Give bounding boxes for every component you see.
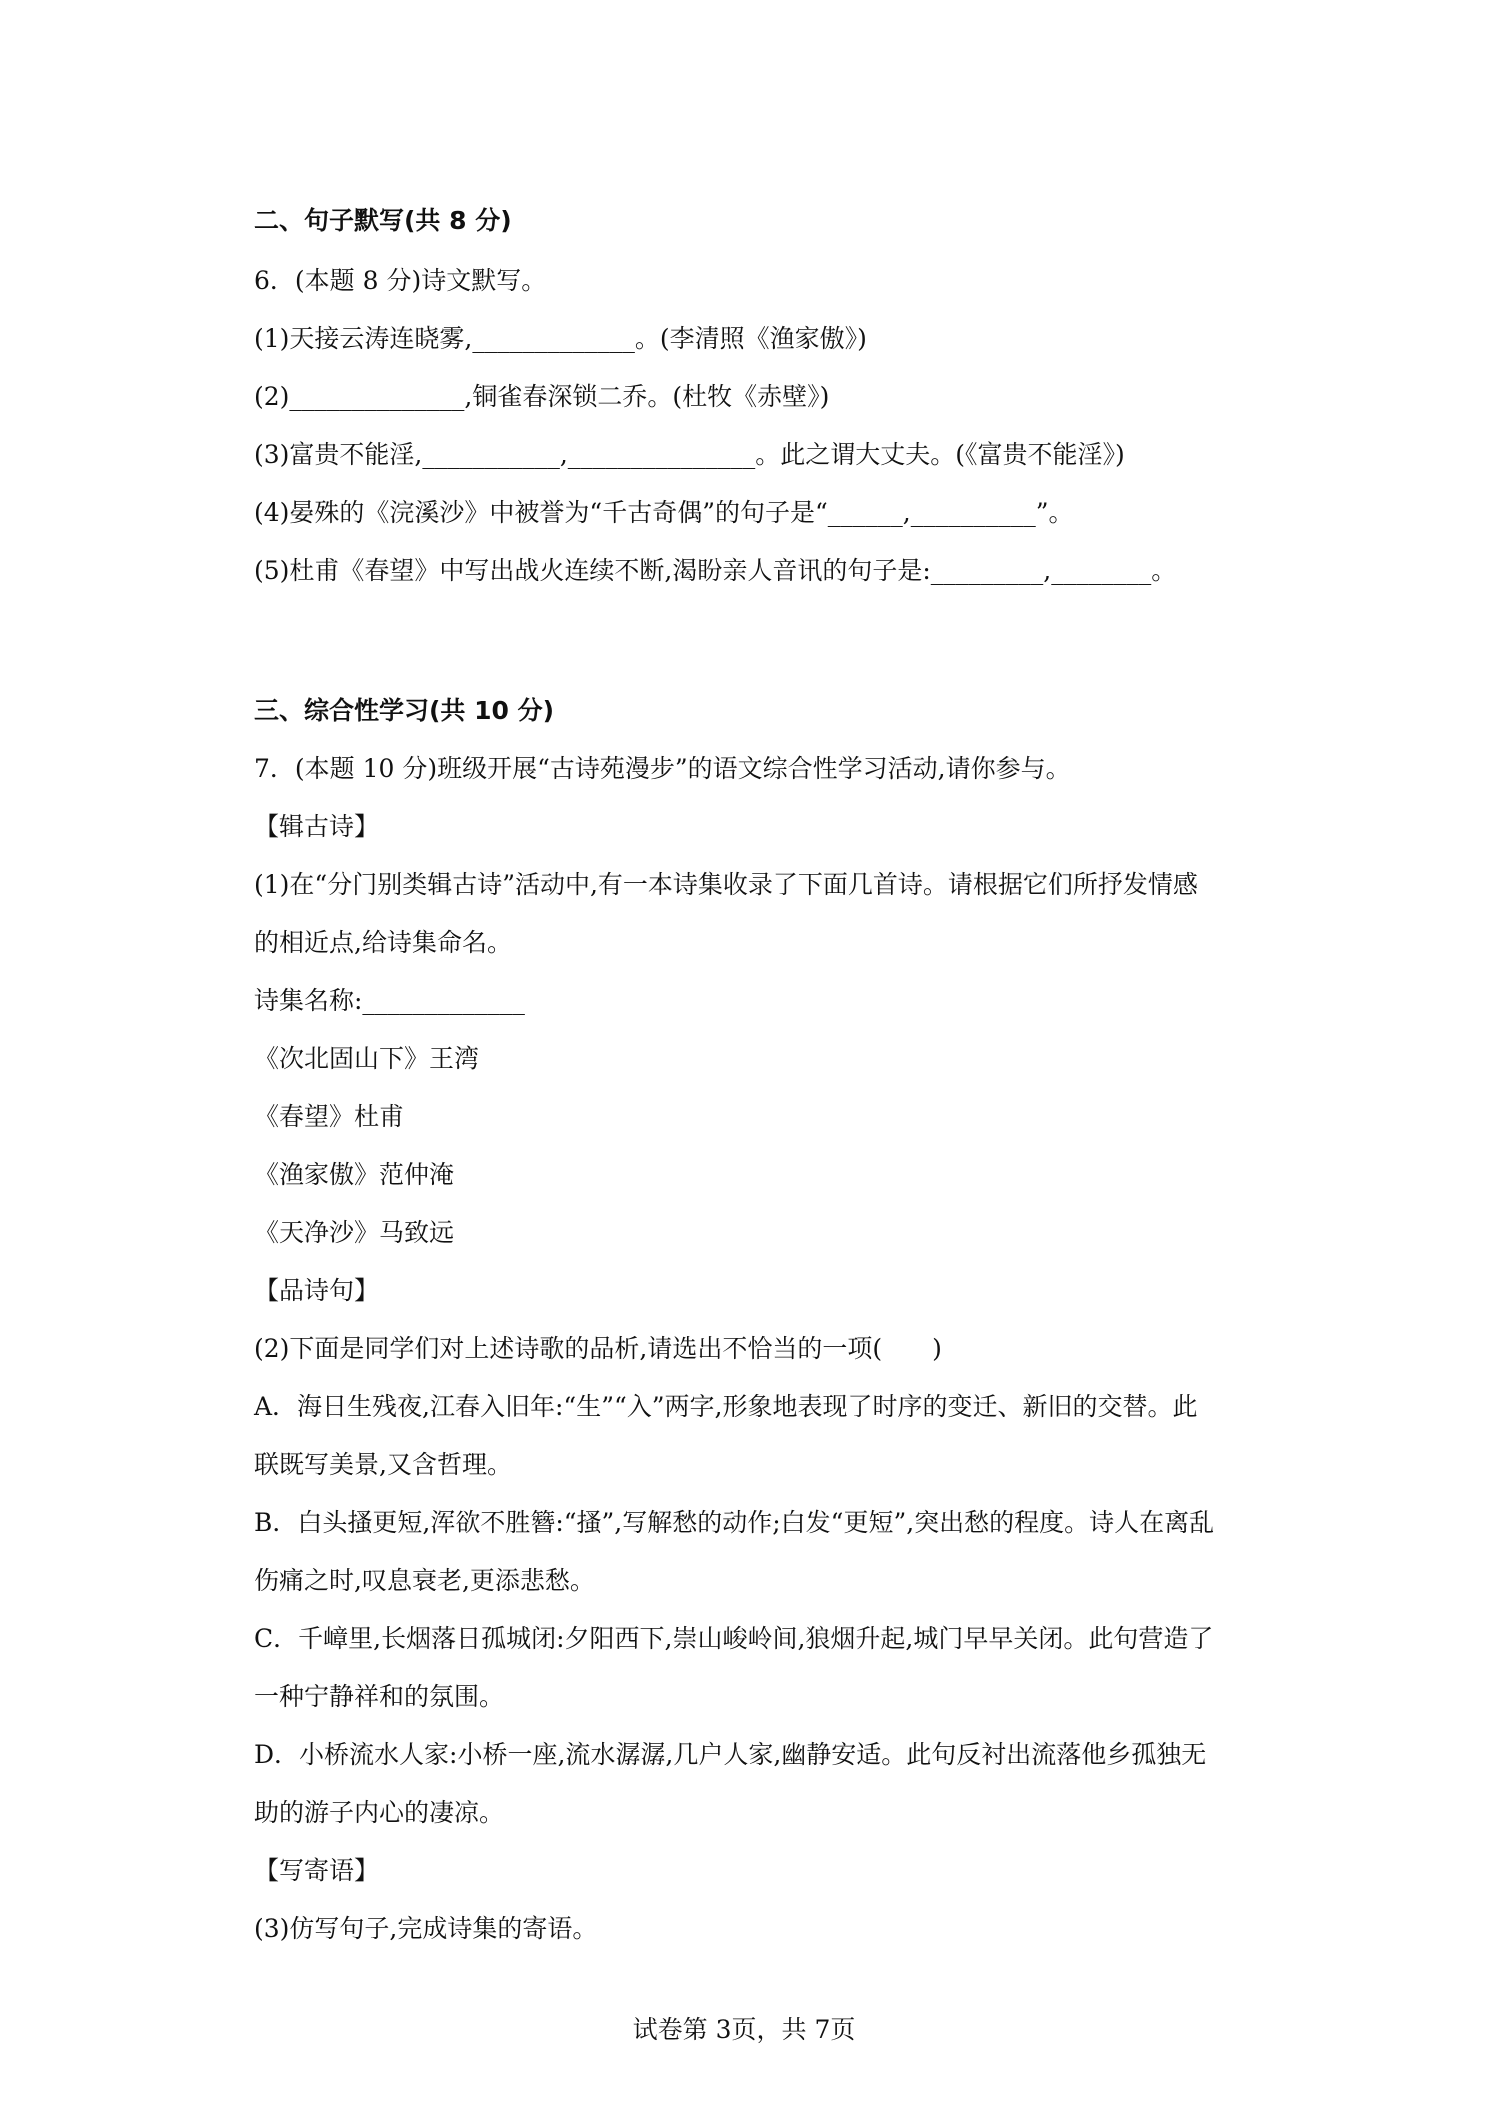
question-7-stem: 7．(本题 10 分)班级开展“古诗苑漫步”的语文综合性学习活动,请你参与。 [254,754,1071,783]
part-1-question-line-1: (1)在“分门别类辑古诗”活动中,有一本诗集收录了下面几首诗。请根据它们所抒发情感 [254,870,1198,899]
poem-item: 《天净沙》马致远 [254,1218,455,1247]
question-6-item-1: (1)天接云涛连晓雾,_____________。(李清照《渔家傲》) [254,324,867,353]
option-a-line-1: A．海日生残夜,江春入旧年:“生”“入”两字,形象地表现了时序的变迁、新旧的交替。此 [254,1392,1198,1421]
question-6-item-4: (4)晏殊的《浣溪沙》中被誉为“千古奇偶”的句子是“______,__________”。 [254,498,1074,527]
option-c-line-1: C．千嶂里,长烟落日孤城闭:夕阳西下,崇山峻岭间,狼烟升起,城门早早关闭。此句营造了 [254,1624,1214,1653]
section-heading-sentence-dictation: 二、句子默写(共 8 分) [254,206,512,235]
section-heading-comprehensive-study: 三、综合性学习(共 10 分) [254,696,555,725]
question-6-item-3: (3)富贵不能淫,___________,_______________。此之谓大丈夫。(《富贵不能淫》) [254,440,1125,469]
option-b-line-2: 伤痛之时,叹息衰老,更添悲愁。 [254,1566,595,1595]
part-3-question: (3)仿写句子,完成诗集的寄语。 [254,1914,598,1943]
page-number-footer: 试卷第 3页，共 7页 [632,2015,856,2044]
part-title-collect-poems: 【辑古诗】 [254,812,380,841]
part-2-question: (2)下面是同学们对上述诗歌的品析,请选出不恰当的一项( ) [254,1334,942,1363]
part-title-write-message: 【写寄语】 [254,1856,380,1885]
question-6-item-2: (2)______________,铜雀春深锁二乔。(杜牧《赤壁》) [254,382,830,411]
option-a-line-2: 联既写美景,又含哲理。 [254,1450,512,1479]
part-1-question-line-2: 的相近点,给诗集命名。 [254,928,512,957]
part-title-appreciate-lines: 【品诗句】 [254,1276,380,1305]
option-d-line-2: 助的游子内心的凄凉。 [254,1798,505,1827]
option-c-line-2: 一种宁静祥和的氛围。 [254,1682,505,1711]
poem-item: 《春望》杜甫 [254,1102,405,1131]
poem-item: 《次北固山下》王湾 [254,1044,480,1073]
question-6-item-5: (5)杜甫《春望》中写出战火连续不断,渴盼亲人音讯的句子是:_________,________。 [254,556,1177,585]
poem-item: 《渔家傲》范仲淹 [254,1160,455,1189]
option-d-line-1: D．小桥流水人家:小桥一座,流水潺潺,几户人家,幽静安适。此句反衬出流落他乡孤独无 [254,1740,1207,1769]
option-b-line-1: B．白头搔更短,浑欲不胜簪:“搔”,写解愁的动作;白发“更短”,突出愁的程度。诗人在离乱 [254,1508,1215,1537]
question-6-stem: 6．(本题 8 分)诗文默写。 [254,266,547,295]
collection-name-label: 诗集名称:_____________ [254,986,525,1015]
